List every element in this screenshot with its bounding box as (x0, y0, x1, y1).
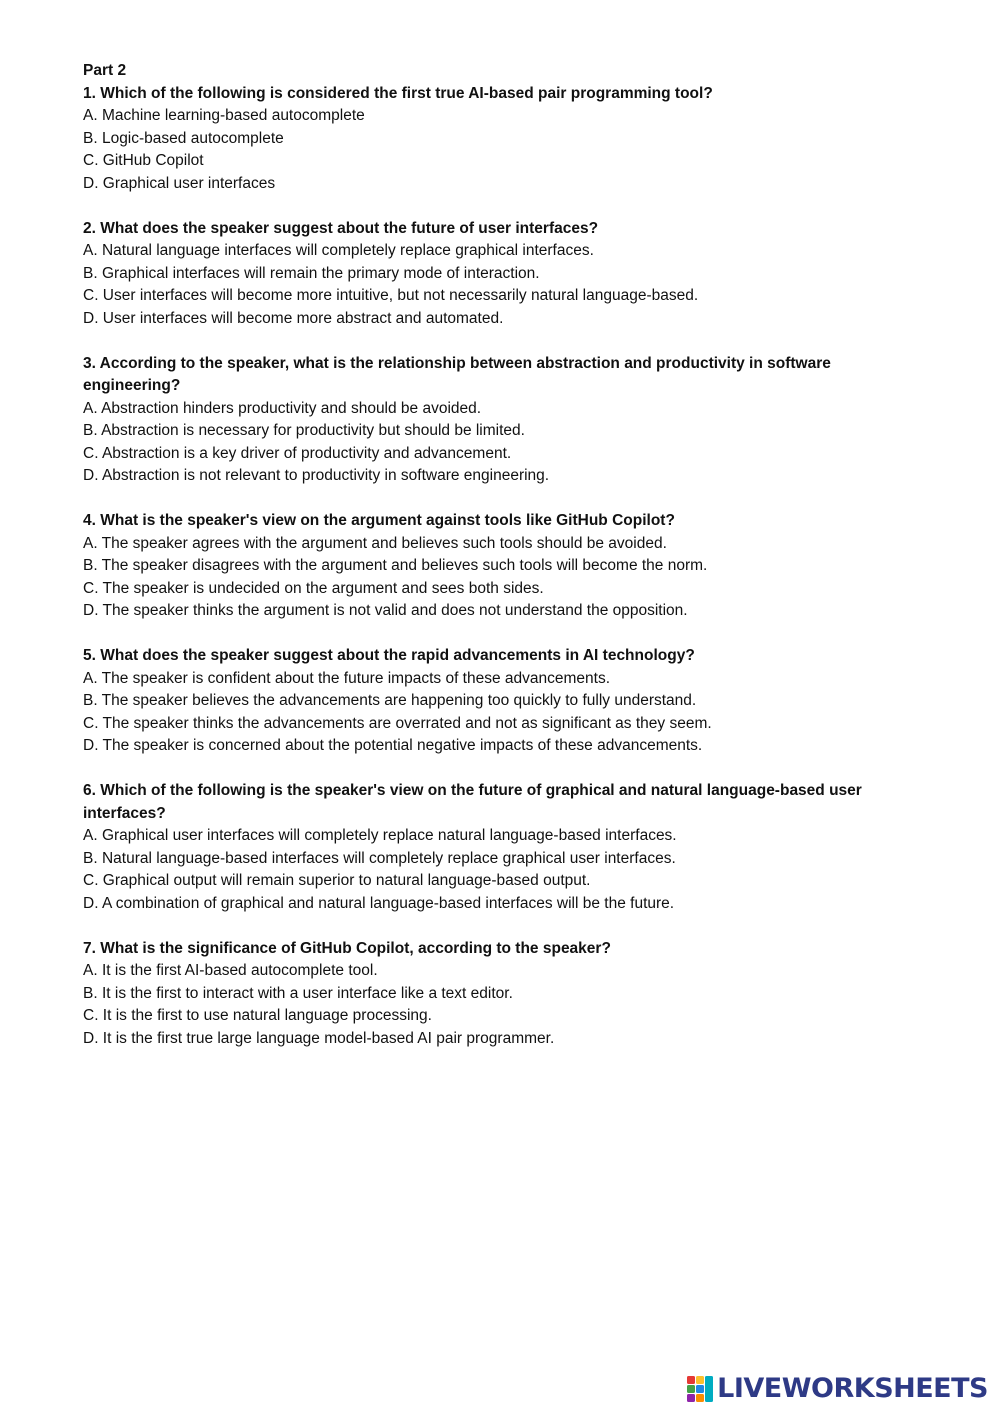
option-b: B. It is the first to interact with a user interface like a text editor. (83, 984, 513, 1002)
option-d: D. Graphical user interfaces (83, 174, 276, 192)
question-text: 2. What does the speaker suggest about the future of user interfaces? (83, 219, 599, 237)
option-c: C. It is the first to use natural language processing. (83, 1007, 432, 1024)
liveworksheets-logo-icon (687, 1376, 713, 1402)
option-c: C. User interfaces will become more intuitive, but not necessarily natural language-based. (83, 287, 699, 304)
option-a: A. Natural language interfaces will completely replace graphical interfaces. (83, 242, 594, 259)
option-b: B. Abstraction is necessary for productivity but should be limited. (83, 422, 525, 439)
question-text: 1. Which of the following is considered the first true AI-based pair programming tool? (83, 84, 713, 102)
option-a: A. The speaker is confident about the future impacts of these advancements. (83, 669, 611, 687)
question-4 (83, 510, 923, 623)
option-a: A. Machine learning-based autocomplete (83, 107, 365, 124)
question-2 (83, 218, 923, 331)
question-text: 7. What is the significance of GitHub Copilot, according to the speaker? (83, 939, 611, 957)
option-b: B. The speaker believes the advancements are happening too quickly to fully understand. (83, 692, 697, 709)
liveworksheets-brand[interactable] (687, 1374, 988, 1404)
part-title: Part 2 (83, 62, 127, 79)
question-5 (83, 645, 923, 758)
brand-name: LIVEWORKSHEETS (717, 1373, 988, 1404)
option-c: C. GitHub Copilot (83, 152, 204, 169)
question-text: 6. Which of the following is the speaker's view on the future of graphical and natural language-based user interfaces? (83, 782, 862, 822)
question-text: 5. What does the speaker suggest about the rapid advancements in AI technology? (83, 647, 695, 664)
option-d: D. A combination of graphical and natural language-based interfaces will be the future. (83, 894, 675, 912)
option-c: C. The speaker is undecided on the argument and sees both sides. (83, 579, 544, 597)
option-c: C. Graphical output will remain superior to natural language-based output. (83, 872, 591, 889)
option-a: A. The speaker agrees with the argument and believes such tools should be avoided. (83, 534, 667, 552)
option-d: D. It is the first true large language model-based AI pair programmer. (83, 1029, 555, 1047)
option-b: B. The speaker disagrees with the argument and believes such tools will become the norm. (83, 557, 708, 574)
option-b: B. Natural language-based interfaces will completely replace graphical user interfaces. (83, 849, 676, 867)
option-b: B. Logic-based autocomplete (83, 129, 284, 147)
question-text: 4. What is the speaker's view on the argument against tools like GitHub Copilot? (83, 512, 675, 529)
option-d: D. The speaker is concerned about the potential negative impacts of these advancements. (83, 737, 703, 754)
question-text: 3. According to the speaker, what is the relationship between abstraction and productivity in software engineering? (83, 354, 831, 394)
option-c: C. The speaker thinks the advancements are overrated and not as significant as they seem. (83, 714, 712, 732)
question-3 (83, 353, 923, 488)
option-a: A. Abstraction hinders productivity and should be avoided. (83, 399, 482, 417)
option-b: B. Graphical interfaces will remain the primary mode of interaction. (83, 264, 540, 282)
option-d: D. User interfaces will become more abstract and automated. (83, 309, 504, 327)
worksheet-page (83, 60, 923, 1073)
question-7 (83, 938, 923, 1051)
question-1 (83, 83, 923, 196)
option-c: C. Abstraction is a key driver of productivity and advancement. (83, 444, 512, 462)
option-d: D. The speaker thinks the argument is not valid and does not understand the opposition. (83, 602, 688, 619)
question-6 (83, 780, 923, 915)
option-a: A. Graphical user interfaces will completely replace natural language-based interfaces. (83, 827, 677, 844)
option-d: D. Abstraction is not relevant to productivity in software engineering. (83, 467, 550, 484)
option-a: A. It is the first AI-based autocomplete tool. (83, 962, 378, 979)
